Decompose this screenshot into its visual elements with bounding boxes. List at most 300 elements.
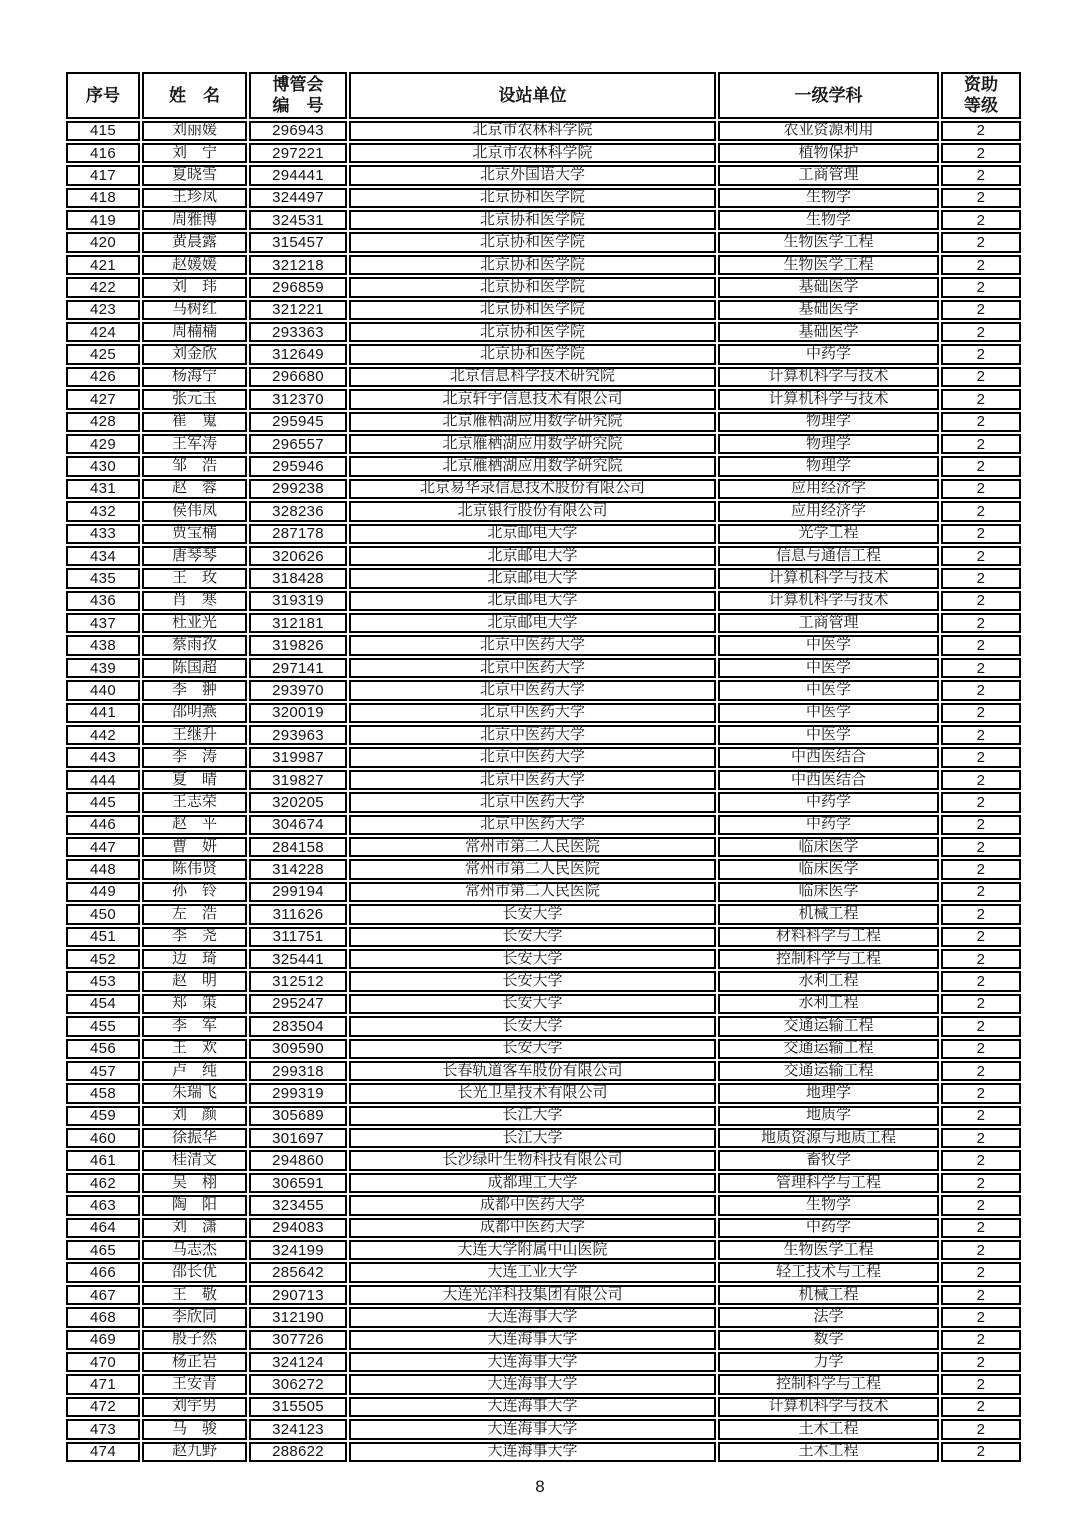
cell-person-name: 王 敬: [142, 1285, 247, 1305]
cell-serial-number: 458: [66, 1083, 140, 1103]
cell-person-name: 肖 寒: [142, 591, 247, 611]
cell-discipline: 土木工程: [718, 1419, 939, 1439]
cell-committee-id: 296943: [249, 121, 347, 141]
cell-discipline: 计算机科学与技术: [718, 367, 939, 387]
cell-person-name: 唐琴琴: [142, 546, 247, 566]
cell-person-name: 马 骏: [142, 1419, 247, 1439]
cell-person-name: 崔 嵬: [142, 412, 247, 432]
cell-grant-level: 2: [941, 882, 1021, 902]
cell-discipline: 中药学: [718, 815, 939, 835]
cell-serial-number: 441: [66, 703, 140, 723]
cell-discipline: 基础医学: [718, 277, 939, 297]
cell-committee-id: 285642: [249, 1262, 347, 1282]
cell-host-institution: 北京易华录信息技术股份有限公司: [349, 479, 716, 499]
table-row: [66, 1397, 1021, 1417]
cell-host-institution: 北京雁栖湖应用数学研究院: [349, 412, 716, 432]
cell-grant-level: 2: [941, 837, 1021, 857]
cell-person-name: 王珍凤: [142, 188, 247, 208]
column-header-institution: 设站单位: [349, 72, 716, 119]
cell-host-institution: 北京协和医学院: [349, 188, 716, 208]
cell-committee-id: 319319: [249, 591, 347, 611]
cell-serial-number: 456: [66, 1039, 140, 1059]
cell-committee-id: 311626: [249, 904, 347, 924]
cell-committee-id: 328236: [249, 501, 347, 521]
cell-discipline: 中医学: [718, 703, 939, 723]
cell-discipline: 信息与通信工程: [718, 546, 939, 566]
table-row: [66, 277, 1021, 297]
cell-grant-level: 2: [941, 1173, 1021, 1193]
cell-committee-id: 314228: [249, 859, 347, 879]
cell-committee-id: 299194: [249, 882, 347, 902]
cell-host-institution: 北京协和医学院: [349, 232, 716, 252]
table-row: [66, 300, 1021, 320]
cell-discipline: 植物保护: [718, 143, 939, 163]
cell-committee-id: 294860: [249, 1150, 347, 1170]
cell-discipline: 农业资源利用: [718, 121, 939, 141]
cell-serial-number: 455: [66, 1016, 140, 1036]
cell-committee-id: 295946: [249, 456, 347, 476]
cell-person-name: 李欣同: [142, 1307, 247, 1327]
cell-host-institution: 长安大学: [349, 994, 716, 1014]
cell-grant-level: 2: [941, 747, 1021, 767]
table-row: [66, 725, 1021, 745]
table-row: [66, 456, 1021, 476]
cell-discipline: 交通运输工程: [718, 1039, 939, 1059]
cell-committee-id: 288622: [249, 1442, 347, 1462]
cell-grant-level: 2: [941, 591, 1021, 611]
table-row: [66, 927, 1021, 947]
cell-host-institution: 北京外国语大学: [349, 165, 716, 185]
cell-person-name: 陶 阳: [142, 1195, 247, 1215]
cell-serial-number: 466: [66, 1262, 140, 1282]
cell-host-institution: 大连工业大学: [349, 1262, 716, 1282]
cell-committee-id: 324124: [249, 1352, 347, 1372]
cell-grant-level: 2: [941, 322, 1021, 342]
table-row: [66, 1374, 1021, 1394]
cell-discipline: 水利工程: [718, 994, 939, 1014]
table-row: [66, 1128, 1021, 1148]
cell-host-institution: 北京中医药大学: [349, 815, 716, 835]
cell-grant-level: 2: [941, 389, 1021, 409]
cell-committee-id: 306591: [249, 1173, 347, 1193]
cell-committee-id: 293970: [249, 680, 347, 700]
cell-host-institution: 北京邮电大学: [349, 613, 716, 633]
cell-discipline: 地质资源与地质工程: [718, 1128, 939, 1148]
cell-host-institution: 北京协和医学院: [349, 300, 716, 320]
cell-discipline: 计算机科学与技术: [718, 389, 939, 409]
table-row: [66, 792, 1021, 812]
cell-serial-number: 473: [66, 1419, 140, 1439]
table-row: [66, 837, 1021, 857]
table-row: [66, 568, 1021, 588]
cell-host-institution: 北京邮电大学: [349, 524, 716, 544]
cell-discipline: 光学工程: [718, 524, 939, 544]
cell-discipline: 交通运输工程: [718, 1061, 939, 1081]
cell-serial-number: 432: [66, 501, 140, 521]
cell-person-name: 贾宝楠: [142, 524, 247, 544]
cell-serial-number: 419: [66, 210, 140, 230]
cell-discipline: 应用经济学: [718, 479, 939, 499]
cell-grant-level: 2: [941, 300, 1021, 320]
table-row: [66, 188, 1021, 208]
cell-serial-number: 431: [66, 479, 140, 499]
cell-serial-number: 471: [66, 1374, 140, 1394]
cell-person-name: 赵 平: [142, 815, 247, 835]
header-row: [66, 72, 1021, 119]
cell-grant-level: 2: [941, 1106, 1021, 1126]
table-row: [66, 747, 1021, 767]
cell-host-institution: 北京协和医学院: [349, 255, 716, 275]
table-row: [66, 1330, 1021, 1350]
table-row: [66, 1307, 1021, 1327]
cell-person-name: 蔡雨孜: [142, 635, 247, 655]
cell-grant-level: 2: [941, 232, 1021, 252]
cell-discipline: 中药学: [718, 344, 939, 364]
cell-grant-level: 2: [941, 680, 1021, 700]
cell-grant-level: 2: [941, 1262, 1021, 1282]
cell-grant-level: 2: [941, 1442, 1021, 1462]
cell-discipline: 土木工程: [718, 1442, 939, 1462]
cell-serial-number: 436: [66, 591, 140, 611]
cell-person-name: 赵媛媛: [142, 255, 247, 275]
cell-committee-id: 319827: [249, 770, 347, 790]
cell-serial-number: 446: [66, 815, 140, 835]
cell-host-institution: 北京中医药大学: [349, 658, 716, 678]
cell-discipline: 中医学: [718, 635, 939, 655]
table-row: [66, 613, 1021, 633]
cell-host-institution: 北京中医药大学: [349, 680, 716, 700]
cell-host-institution: 北京轩宇信息技术有限公司: [349, 389, 716, 409]
cell-grant-level: 2: [941, 971, 1021, 991]
cell-discipline: 物理学: [718, 412, 939, 432]
cell-host-institution: 北京协和医学院: [349, 344, 716, 364]
cell-person-name: 李 翀: [142, 680, 247, 700]
cell-serial-number: 439: [66, 658, 140, 678]
cell-person-name: 左 浩: [142, 904, 247, 924]
cell-person-name: 黄晨露: [142, 232, 247, 252]
cell-grant-level: 2: [941, 1397, 1021, 1417]
cell-grant-level: 2: [941, 725, 1021, 745]
cell-person-name: 孙 铃: [142, 882, 247, 902]
cell-host-institution: 成都中医药大学: [349, 1195, 716, 1215]
cell-host-institution: 长安大学: [349, 904, 716, 924]
cell-committee-id: 294441: [249, 165, 347, 185]
cell-grant-level: 2: [941, 859, 1021, 879]
cell-serial-number: 465: [66, 1240, 140, 1260]
cell-committee-id: 294083: [249, 1218, 347, 1238]
cell-grant-level: 2: [941, 1128, 1021, 1148]
cell-discipline: 地质学: [718, 1106, 939, 1126]
cell-committee-id: 324199: [249, 1240, 347, 1260]
table-row: [66, 770, 1021, 790]
cell-serial-number: 430: [66, 456, 140, 476]
cell-discipline: 机械工程: [718, 1285, 939, 1305]
cell-discipline: 基础医学: [718, 300, 939, 320]
cell-person-name: 刘 宁: [142, 143, 247, 163]
cell-host-institution: 大连海事大学: [349, 1419, 716, 1439]
cell-discipline: 地理学: [718, 1083, 939, 1103]
table-row: [66, 1352, 1021, 1372]
cell-committee-id: 307726: [249, 1330, 347, 1350]
table-row: [66, 904, 1021, 924]
cell-serial-number: 420: [66, 232, 140, 252]
table-row: [66, 680, 1021, 700]
table-row: [66, 1083, 1021, 1103]
table-row: [66, 859, 1021, 879]
cell-serial-number: 444: [66, 770, 140, 790]
table-row: [66, 1218, 1021, 1238]
cell-committee-id: 287178: [249, 524, 347, 544]
cell-grant-level: 2: [941, 210, 1021, 230]
cell-committee-id: 312512: [249, 971, 347, 991]
cell-serial-number: 462: [66, 1173, 140, 1193]
cell-serial-number: 474: [66, 1442, 140, 1462]
cell-grant-level: 2: [941, 613, 1021, 633]
cell-grant-level: 2: [941, 1307, 1021, 1327]
cell-serial-number: 470: [66, 1352, 140, 1372]
cell-grant-level: 2: [941, 367, 1021, 387]
cell-discipline: 工商管理: [718, 613, 939, 633]
cell-committee-id: 318428: [249, 568, 347, 588]
cell-committee-id: 324497: [249, 188, 347, 208]
cell-committee-id: 299318: [249, 1061, 347, 1081]
cell-grant-level: 2: [941, 412, 1021, 432]
cell-host-institution: 大连海事大学: [349, 1352, 716, 1372]
cell-person-name: 赵 明: [142, 971, 247, 991]
cell-discipline: 交通运输工程: [718, 1016, 939, 1036]
cell-host-institution: 大连海事大学: [349, 1330, 716, 1350]
cell-host-institution: 北京市农林科学院: [349, 143, 716, 163]
cell-person-name: 周雅博: [142, 210, 247, 230]
cell-person-name: 刘金欣: [142, 344, 247, 364]
table-row: [66, 121, 1021, 141]
cell-grant-level: 2: [941, 1039, 1021, 1059]
cell-host-institution: 北京银行股份有限公司: [349, 501, 716, 521]
cell-serial-number: 464: [66, 1218, 140, 1238]
cell-host-institution: 长江大学: [349, 1106, 716, 1126]
cell-grant-level: 2: [941, 635, 1021, 655]
cell-grant-level: 2: [941, 1352, 1021, 1372]
column-header-grant-line2: 等级: [964, 96, 998, 116]
table-row: [66, 882, 1021, 902]
cell-grant-level: 2: [941, 1218, 1021, 1238]
cell-discipline: 材料科学与工程: [718, 927, 939, 947]
cell-host-institution: 北京中医药大学: [349, 747, 716, 767]
column-header-name: 姓 名: [142, 72, 247, 119]
cell-person-name: 王 欢: [142, 1039, 247, 1059]
cell-person-name: 王 玫: [142, 568, 247, 588]
cell-grant-level: 2: [941, 927, 1021, 947]
cell-person-name: 卢 纯: [142, 1061, 247, 1081]
cell-host-institution: 北京雁栖湖应用数学研究院: [349, 434, 716, 454]
cell-host-institution: 长安大学: [349, 1016, 716, 1036]
cell-committee-id: 297141: [249, 658, 347, 678]
table-row: [66, 367, 1021, 387]
cell-person-name: 王军涛: [142, 434, 247, 454]
cell-committee-id: 295945: [249, 412, 347, 432]
cell-discipline: 力学: [718, 1352, 939, 1372]
cell-host-institution: 北京中医药大学: [349, 725, 716, 745]
cell-committee-id: 320019: [249, 703, 347, 723]
cell-person-name: 赵 蓉: [142, 479, 247, 499]
cell-committee-id: 309590: [249, 1039, 347, 1059]
cell-committee-id: 295247: [249, 994, 347, 1014]
cell-host-institution: 北京邮电大学: [349, 568, 716, 588]
cell-discipline: 生物医学工程: [718, 255, 939, 275]
cell-discipline: 计算机科学与技术: [718, 568, 939, 588]
cell-discipline: 临床医学: [718, 859, 939, 879]
cell-discipline: 中药学: [718, 792, 939, 812]
cell-committee-id: 324531: [249, 210, 347, 230]
cell-grant-level: 2: [941, 255, 1021, 275]
cell-serial-number: 426: [66, 367, 140, 387]
cell-host-institution: 大连海事大学: [349, 1442, 716, 1462]
cell-grant-level: 2: [941, 456, 1021, 476]
cell-person-name: 夏晓雪: [142, 165, 247, 185]
table-row: [66, 658, 1021, 678]
cell-person-name: 邹 浩: [142, 456, 247, 476]
cell-serial-number: 417: [66, 165, 140, 185]
cell-host-institution: 成都中医药大学: [349, 1218, 716, 1238]
cell-host-institution: 北京中医药大学: [349, 770, 716, 790]
cell-person-name: 刘丽媛: [142, 121, 247, 141]
cell-grant-level: 2: [941, 1285, 1021, 1305]
cell-person-name: 李 涛: [142, 747, 247, 767]
cell-discipline: 控制科学与工程: [718, 949, 939, 969]
cell-serial-number: 450: [66, 904, 140, 924]
cell-person-name: 殷子然: [142, 1330, 247, 1350]
cell-grant-level: 2: [941, 904, 1021, 924]
cell-host-institution: 大连光洋科技集团有限公司: [349, 1285, 716, 1305]
cell-discipline: 中西医结合: [718, 770, 939, 790]
table-row: [66, 971, 1021, 991]
column-header-grant: [941, 72, 1021, 119]
cell-discipline: 中医学: [718, 680, 939, 700]
cell-committee-id: 321221: [249, 300, 347, 320]
table-row: [66, 1419, 1021, 1439]
cell-serial-number: 445: [66, 792, 140, 812]
cell-host-institution: 北京协和医学院: [349, 277, 716, 297]
table-row: [66, 210, 1021, 230]
cell-discipline: 中医学: [718, 658, 939, 678]
table-row: [66, 1173, 1021, 1193]
cell-committee-id: 311751: [249, 927, 347, 947]
cell-committee-id: 296557: [249, 434, 347, 454]
cell-discipline: 生物学: [718, 188, 939, 208]
table-row: [66, 1016, 1021, 1036]
cell-person-name: 邵长优: [142, 1262, 247, 1282]
cell-discipline: 临床医学: [718, 882, 939, 902]
cell-grant-level: 2: [941, 1330, 1021, 1350]
cell-committee-id: 312370: [249, 389, 347, 409]
table-row: [66, 1262, 1021, 1282]
cell-person-name: 刘 颜: [142, 1106, 247, 1126]
cell-serial-number: 442: [66, 725, 140, 745]
cell-committee-id: 283504: [249, 1016, 347, 1036]
cell-host-institution: 大连海事大学: [349, 1397, 716, 1417]
cell-grant-level: 2: [941, 546, 1021, 566]
cell-host-institution: 大连海事大学: [349, 1374, 716, 1394]
cell-committee-id: 304674: [249, 815, 347, 835]
cell-committee-id: 324123: [249, 1419, 347, 1439]
cell-person-name: 夏 晴: [142, 770, 247, 790]
table-row: [66, 1061, 1021, 1081]
cell-host-institution: 北京邮电大学: [349, 591, 716, 611]
cell-serial-number: 422: [66, 277, 140, 297]
cell-discipline: 基础医学: [718, 322, 939, 342]
cell-host-institution: 常州市第二人民医院: [349, 882, 716, 902]
column-header-discipline: 一级学科: [718, 72, 939, 119]
cell-person-name: 张元玉: [142, 389, 247, 409]
cell-discipline: 临床医学: [718, 837, 939, 857]
cell-serial-number: 423: [66, 300, 140, 320]
cell-serial-number: 421: [66, 255, 140, 275]
cell-serial-number: 427: [66, 389, 140, 409]
cell-committee-id: 319826: [249, 635, 347, 655]
cell-person-name: 杜亚光: [142, 613, 247, 633]
cell-committee-id: 301697: [249, 1128, 347, 1148]
cell-committee-id: 319987: [249, 747, 347, 767]
cell-grant-level: 2: [941, 121, 1021, 141]
cell-person-name: 边 琦: [142, 949, 247, 969]
column-header-id-line2: 编 号: [272, 96, 324, 116]
cell-grant-level: 2: [941, 1195, 1021, 1215]
table-row: [66, 501, 1021, 521]
cell-grant-level: 2: [941, 344, 1021, 364]
cell-host-institution: 长春轨道客车股份有限公司: [349, 1061, 716, 1081]
cell-grant-level: 2: [941, 1419, 1021, 1439]
cell-serial-number: 416: [66, 143, 140, 163]
cell-grant-level: 2: [941, 815, 1021, 835]
cell-committee-id: 296680: [249, 367, 347, 387]
cell-person-name: 赵九野: [142, 1442, 247, 1462]
cell-committee-id: 297221: [249, 143, 347, 163]
cell-host-institution: 北京邮电大学: [349, 546, 716, 566]
cell-person-name: 李 军: [142, 1016, 247, 1036]
cell-committee-id: 315457: [249, 232, 347, 252]
cell-grant-level: 2: [941, 1240, 1021, 1260]
funding-roster-table: [64, 70, 1023, 1464]
cell-person-name: 曹 妍: [142, 837, 247, 857]
table-row: [66, 591, 1021, 611]
cell-committee-id: 284158: [249, 837, 347, 857]
cell-grant-level: 2: [941, 1016, 1021, 1036]
cell-person-name: 李 尧: [142, 927, 247, 947]
column-header-id-line1: 博管会: [272, 75, 324, 94]
table-row: [66, 412, 1021, 432]
cell-host-institution: 长光卫星技术有限公司: [349, 1083, 716, 1103]
cell-host-institution: 北京雁栖湖应用数学研究院: [349, 456, 716, 476]
cell-discipline: 中西医结合: [718, 747, 939, 767]
cell-serial-number: 468: [66, 1307, 140, 1327]
cell-grant-level: 2: [941, 277, 1021, 297]
cell-grant-level: 2: [941, 188, 1021, 208]
cell-committee-id: 305689: [249, 1106, 347, 1126]
cell-committee-id: 312190: [249, 1307, 347, 1327]
cell-grant-level: 2: [941, 994, 1021, 1014]
cell-host-institution: 长安大学: [349, 1039, 716, 1059]
table-row: [66, 389, 1021, 409]
cell-discipline: 工商管理: [718, 165, 939, 185]
cell-serial-number: 469: [66, 1330, 140, 1350]
cell-discipline: 计算机科学与技术: [718, 591, 939, 611]
cell-person-name: 杨海宁: [142, 367, 247, 387]
table-row: [66, 143, 1021, 163]
cell-discipline: 中医学: [718, 725, 939, 745]
cell-discipline: 生物学: [718, 1195, 939, 1215]
cell-committee-id: 299319: [249, 1083, 347, 1103]
cell-person-name: 周楠楠: [142, 322, 247, 342]
